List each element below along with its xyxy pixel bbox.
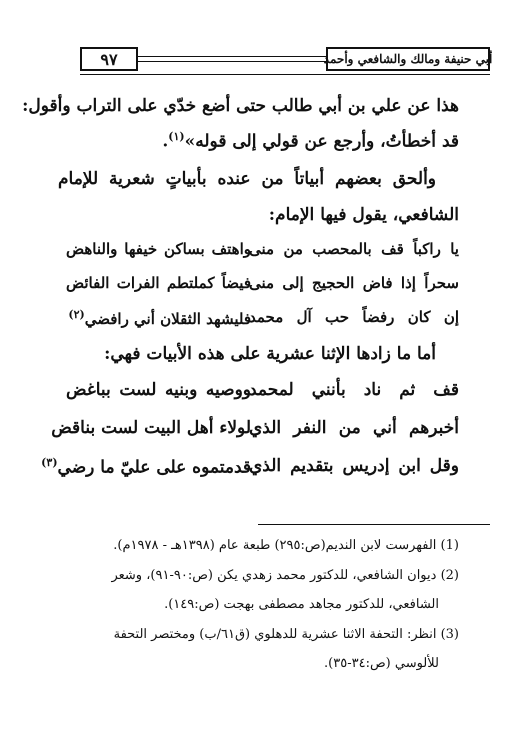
running-header [80, 47, 493, 77]
footnote-1: (1) الفهرست لابن النديم(ص:٢٩٥) طبعة عام (١٣٩٨هـ - ١٩٧٨م). [113, 538, 459, 553]
footnote-separator [258, 524, 490, 525]
paragraph-line [162, 130, 459, 152]
hemistich-first: أخبرهم أني من النفر الذي [249, 418, 459, 438]
hemistich-text: قدمتموه على عليّ ما رضي [57, 457, 251, 478]
paragraph-line: الشافعي، يقول فيها الإمام: [268, 205, 459, 225]
hemistich-first: يا راكباً قف بالمحصب من منى [249, 240, 459, 258]
hemistich-second: لولاء أهل البيت لست بناقض [51, 418, 251, 438]
footnote-ref[interactable]: (١) [168, 130, 185, 143]
header-rule-top [138, 56, 328, 57]
footnote-2: (2) ديوان الشافعي، للدكتور محمد زهدي يكن (ص:٩٠-٩١)، وشعر [111, 568, 459, 583]
header-underline [80, 74, 490, 75]
footnote-ref[interactable]: (٣) [41, 456, 58, 469]
hemistich-second: واهتف بساكن خيفها والناهض [66, 240, 251, 258]
paragraph-text: . [162, 131, 169, 152]
running-title: أبي حنيفة ومالك والشافعي وأحمد [326, 47, 490, 71]
paragraph-line: هذا عن علي بن أبي طالب حتى أضع خدّي على التراب وأقول: [22, 96, 459, 116]
hemistich-first: إن كان رفضاً حب آل محمد [249, 308, 459, 326]
paragraph-line: أما ما زادها الإثنا عشرية على هذه الأبيات فهي: [104, 344, 436, 364]
footnote-3-cont: للألوسي (ص:٣٤-٣٥). [324, 656, 439, 671]
header-rule-bottom [138, 61, 328, 62]
hemistich-first: سحراً إذا فاض الحجيج إلى منى [249, 274, 459, 292]
hemistich-text: فليشهد الثقلان أني رافضي [84, 310, 251, 328]
hemistich-second [41, 456, 251, 478]
paragraph-text: قد أخطأتُ، وأرجع عن قولي إلى قوله» [184, 131, 459, 152]
page-number: ٩٧ [80, 47, 138, 71]
hemistich-second: فيضاً كملتطم الفرات الفائض [66, 274, 251, 292]
paragraph-line: وألحق بعضهم أبياتاً من عنده بأبياتٍ شعرية للإمام [58, 169, 436, 189]
hemistich-first: وقل ابن إدريس بتقديم الذي [249, 456, 459, 476]
hemistich-second: ووصيه وبنيه لست بباغض [66, 380, 251, 400]
hemistich-first: قف ثم ناد بأنني لمحمد [249, 380, 459, 400]
footnote-ref[interactable]: (٢) [68, 308, 85, 321]
footnote-2-cont: الشافعي، للدكتور مجاهد مصطفى بهجت (ص:١٤٩). [164, 597, 439, 612]
footnote-3: (3) انظر: التحفة الاثنا عشرية للدهلوي (ق٦١/ب) ومختصر التحفة [113, 627, 459, 642]
hemistich-second [66, 308, 251, 328]
